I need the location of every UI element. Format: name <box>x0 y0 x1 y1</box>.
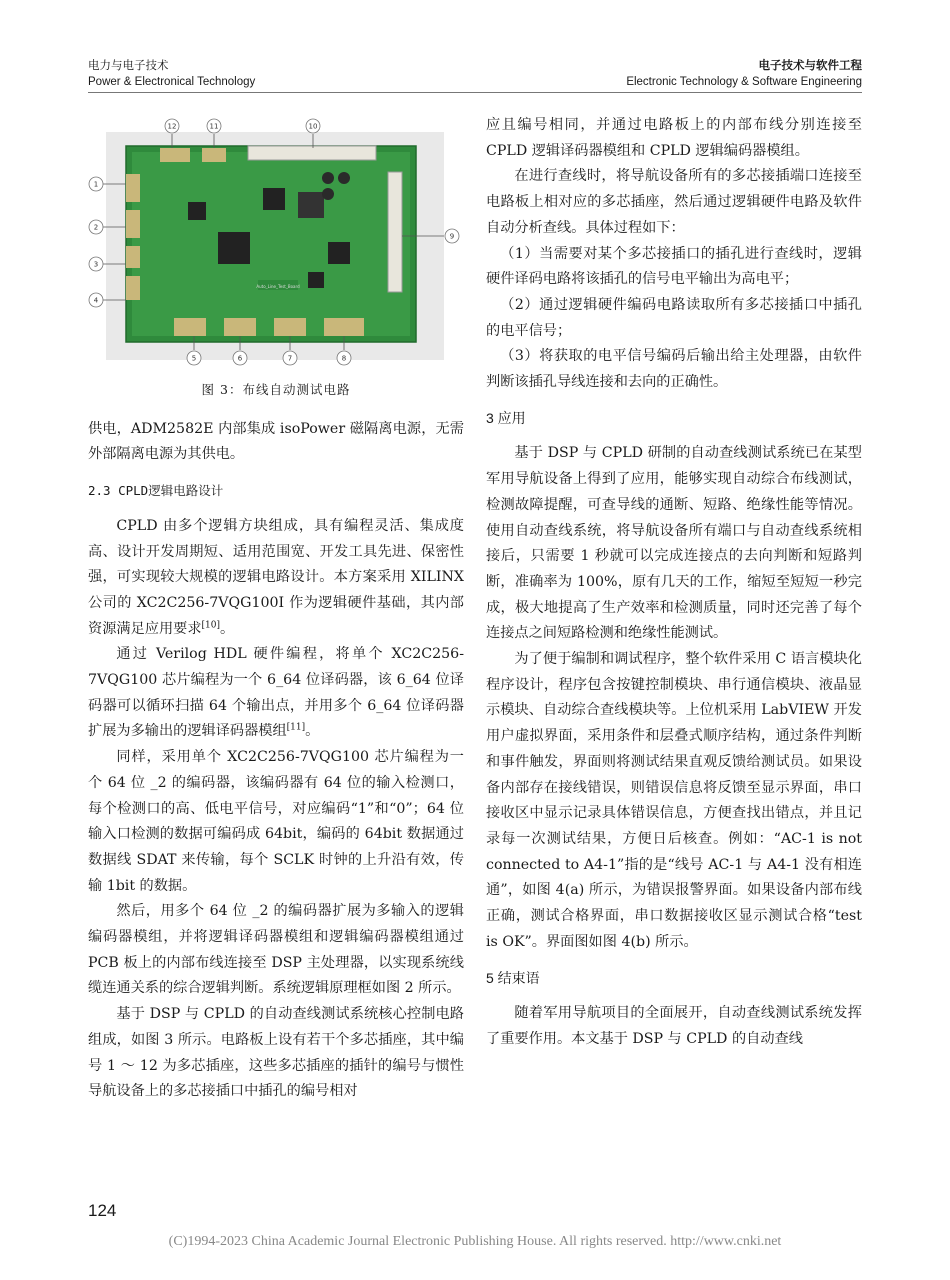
callout-9: 9 <box>449 232 455 241</box>
paragraph: 随着军用导航项目的全面展开，自动查线测试系统发挥了重要作用。本文基于 DSP 与 CPLD 的自动查线 <box>486 1005 862 1047</box>
paragraph: 应且编号相同，并通过电路板上的内部布线分别连接至 CPLD 逻辑译码器模组和 CPLD 逻辑编码器模组。 <box>486 117 862 159</box>
citation-ref: [11] <box>286 722 306 733</box>
callout-6: 6 <box>237 354 243 363</box>
callout-7: 7 <box>287 354 293 363</box>
list-item: （3）将获取的电平信号编码后输出给主处理器，由软件判断该插孔导线连接和去向的正确性。 <box>486 348 862 391</box>
left-column <box>88 112 464 1105</box>
journal-name-cn: 电力与电子技术 <box>88 60 169 72</box>
callout-12: 12 <box>167 122 177 131</box>
copyright-footer: (C)1994-2023 China Academic Journal Electronic Publishing House. All rights reserved. http://www.cnki.net <box>168 1234 782 1249</box>
paragraph: 通过 Verilog HDL 硬件编程，将单个 XC2C256-7VQG100 芯片编程为一个 6_64 位译码器，该 6_64 位译码器可以循环扫描 64 个输出点，并用多个 6_64 位译码器扩展为多输出的逻辑译码器模组[11]。 <box>88 646 464 740</box>
circuit-board-photo <box>88 112 464 367</box>
paragraph: 在进行查线时，将导航设备所有的多芯接插端口连接至电路板上相对应的多芯插座，然后通过逻辑硬件电路及软件自动分析查线。具体过程如下： <box>486 168 862 236</box>
figure-3 <box>88 112 464 367</box>
callout-5: 5 <box>191 354 197 363</box>
paragraph: 基于 DSP 与 CPLD 的自动查线测试系统核心控制电路组成，如图 3 所示。电路板上设有若干个多芯插座，其中编号 1 ～ 12 为多芯插座，这些多芯插座的插针的编号与惯性导航设备上的多芯接插口中插孔的编号相对 <box>88 1006 464 1100</box>
paragraph: 基于 DSP 与 CPLD 研制的自动查线测试系统已在某型军用导航设备上得到了应用，能够实现自动综合布线测试，检测故障提醒，可查导线的通断、短路、绝缘性能等情况。使用自动查线系统，将导航设备所有端口与自动查线系统相接后，只需要 1 秒就可以完成连接点的去向判断和短路判断，准确率为 100%，原有几天的工作，缩短至短短一秒完成，极大地提高了生产效率和检测质量，同时还完善了每个连接点之间短路检测和绝缘性能测试。 <box>486 445 862 642</box>
paragraph: CPLD 由多个逻辑方块组成，具有编程灵活、集成度高、设计开发周期短、适用范围宽、开发工具先进、保密性强，可实现较大规模的逻辑电路设计。本方案采用 XILINX 公司的 XC2C256-7VQG100I 作为逻辑硬件基础，其内部资源满足应用要求[10]。 <box>88 517 464 637</box>
journal-header-right <box>626 58 862 90</box>
journal-header-left <box>88 58 255 90</box>
board-label: Auto_Line_Test_Board <box>256 284 300 289</box>
journal-name-en: Power & Electronical Technology <box>88 76 256 88</box>
paragraph: 为了便于编制和调试程序，整个软件采用 C 语言模块化程序设计，程序包含按键控制模块、串行通信模块、液晶显示模块、自动综合查线模块等。上位机采用 LabVIEW 开发用户虚拟界面，采用条件和层叠式顺序结构，通过条件判断和事件触发，界面则将测试结果直观反馈给测试员。如果设备内部存在接线错误，则错误信息将反馈至显示界面，串口接收区中显示记录具体错误信息，方便查找出错点，并且记录每一次测试结果，方便日后核查。例如：“AC-1 is not connected to A4-1”指的是“线号 AC-1 与 A4-1 没有相连通”，如图 4(a) 所示，为错误报警界面。如果设备内部布线正确，测试合格界面，串口数据接收区显示测试合格“test is OK”。界面图如图 4(b) 所示。 <box>486 651 862 950</box>
callout-4: 4 <box>93 296 99 305</box>
section-heading-2-3: 2.3 CPLD逻辑电路设计 <box>88 483 224 499</box>
callout-10: 10 <box>308 122 318 131</box>
section-heading-3: 3 应用 <box>486 409 526 426</box>
callout-11: 11 <box>209 122 219 131</box>
section-name-en: Electronic Technology & Software Engineering <box>626 76 862 88</box>
section-name-cn: 电子技术与软件工程 <box>758 60 862 72</box>
callout-3: 3 <box>93 260 99 269</box>
callout-1: 1 <box>93 180 99 189</box>
citation-ref: [10] <box>201 619 220 630</box>
header-rule <box>88 92 862 93</box>
paragraph: 同样，采用单个 XC2C256-7VQG100 芯片编程为一个 64 位 _2 的编码器，该编码器有 64 位的输入检测口，每个检测口的高、低电平信号，对应编码“1”和“0”；64 位输入口检测的数据可编码成 64bit，编码的 64bit 数据通过数据线 SDAT 来传输，每个 SCLK 时钟的上升沿有效，传输 1bit 的数据。 <box>88 749 464 894</box>
list-item: （2）通过逻辑硬件编码电路读取所有多芯接插口中插孔的电平信号； <box>486 296 862 339</box>
list-item: （1）当需要对某个多芯接插口的插孔进行查线时，逻辑硬件译码电路将该插孔的信号电平输出为高电平； <box>486 245 862 288</box>
callout-8: 8 <box>341 354 347 363</box>
section-heading-5: 5 结束语 <box>486 969 540 986</box>
page-number: 124 <box>88 1201 117 1220</box>
figure-caption: 图 3：布线自动测试电路 <box>201 382 351 397</box>
callout-2: 2 <box>93 223 99 232</box>
paragraph: 然后，用多个 64 位 _2 的编码器扩展为多输入的逻辑编码器模组，并将逻辑译码器模组和逻辑编码器模组通过 PCB 板上的内部布线连接至 DSP 主处理器，以实现系统线缆连通关系的综合逻辑判断。系统逻辑原理框如图 2 所示。 <box>88 903 464 997</box>
right-column <box>486 113 862 1053</box>
paragraph: 供电，ADM2582E 内部集成 isoPower 磁隔离电源，无需外部隔离电源为其供电。 <box>88 420 464 463</box>
